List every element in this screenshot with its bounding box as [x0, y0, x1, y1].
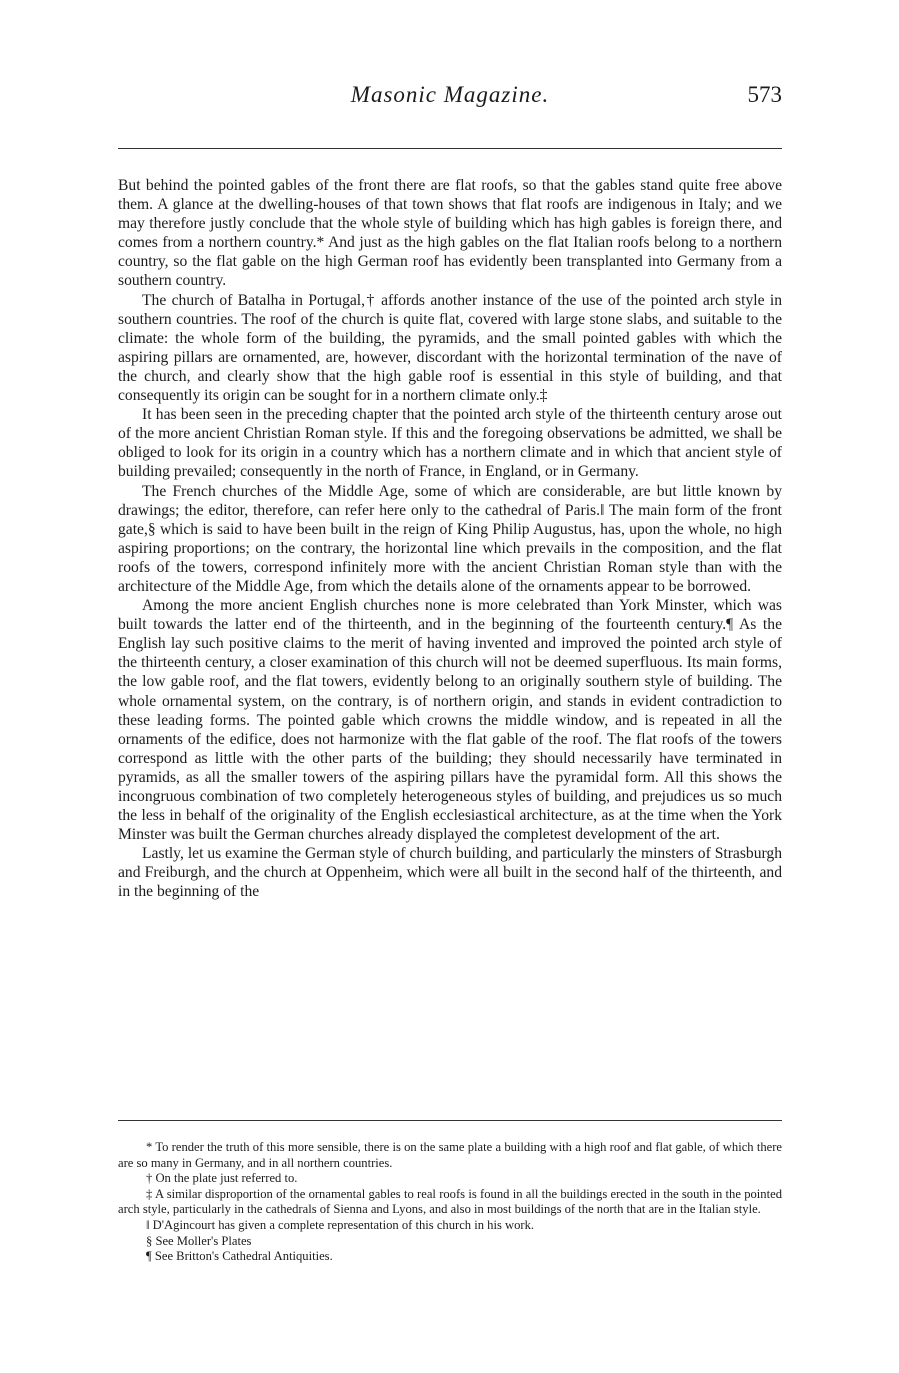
footnote-rule	[118, 1120, 782, 1121]
paragraph-york-minster: Among the more ancient English churches none is more celebrated than York Minster, which was built towards the latter end of the thirteenth, and in the beginning of the fourteenth century.¶ As the English lay such positive claims to the merit of having invented and improved the pointed arch style of the thirteenth century, a closer examination of this church will not be deemed superfluous. Its main forms, the low gable roof, and the flat towers, evidently belong to an originally southern style of building. The whole ornamental system, on the contrary, is of northern origin, and stands in evident contradiction to these leading forms. The pointed gable which crowns the middle window, and is repeated in all the ornaments of the edifice, does not harmonize with the flat gable of the roof. The flat roofs of the towers correspond as little with the other parts of the building; they should necessarily have terminated in pyramids, as all the smaller towers of the aspiring pillars have the pyramidal form. All this shows the incongruous combination of two completely heterogeneous styles of building, and prejudices us so much the less in behalf of the originality of the English ecclesiastical architecture, as at the time when the York Minster was built the German churches already displayed the completest development of the art.	[118, 597, 782, 844]
running-head	[118, 76, 782, 116]
body-text	[118, 176, 782, 902]
paragraph-batalha: The church of Batalha in Portugal,† affords another instance of the use of the pointed arch style in southern countries. The roof of the church is quite flat, covered with large stone slabs, and suitable to the climate: the whole form of the building, the pyramids, and the small pointed gables with which the aspiring pillars are ornamented, are, however, discordant with the horizontal termination of the nave of the church, and clearly show that the high gable roof is essential in this style of building, and that consequently its origin can be sought for in a northern climate only.‡	[118, 291, 782, 405]
paragraph-gables-italy: But behind the pointed gables of the front there are flat roofs, so that the gables stand quite free above them. A glance at the dwelling-houses of that town shows that flat roofs are indigenous in Italy; and we may therefore justly conclude that the whole style of building which has high gables is foreign there, and comes from a northern country.* And just as the high gables on the flat Italian roofs belong to a northern country, so the flat gable on the high German roof has evidently been transplanted into Germany from a southern country.	[118, 177, 782, 290]
footnote-asterisk: * To render the truth of this more sensible, there is on the same plate a building with a high roof and flat gable, of which there are so many in Germany, and in all northern countries.	[118, 1140, 782, 1170]
paragraph-french-churches: The French churches of the Middle Age, some of which are considerable, are but little known by drawings; the editor, therefore, can refer here only to the cathedral of Paris.‖ The main form of the front gate,§ which is said to have been built in the reign of King Philip Augustus, has, upon the whole, no high aspiring proportions; on the contrary, the horizontal line which prevails in the composition, and the flat roofs of the towers, correspond infinitely more with the ancient Christian Roman style than with the architecture of the Middle Age, from which the details alone of the ornaments appear to be borrowed.	[118, 482, 782, 595]
footnotes	[118, 1140, 782, 1265]
header-rule	[118, 148, 782, 149]
paragraph-german-style: Lastly, let us examine the German style of church building, and particularly the minsters of Strasburgh and Freiburgh, and the church at Oppenheim, which were all built in the second half of the thirteenth, and in the beginning of the	[118, 845, 782, 901]
footnote-pilcrow: ¶ See Britton's Cathedral Antiquities.	[146, 1249, 333, 1264]
footnote-dagger: † On the plate just referred to.	[146, 1171, 298, 1186]
footnote-section: § See Moller's Plates	[146, 1233, 252, 1248]
page-number: 573	[747, 82, 782, 107]
footnote-double-dagger: ‡ A similar disproportion of the ornamental gables to real roofs is found in all the buildings erected in the south in the pointed arch style, particularly in the cathedrals of Sienna and Lyons, and also in most buildings of the north that are in the Italian style.	[118, 1186, 782, 1217]
paragraph-origin: It has been seen in the preceding chapter that the pointed arch style of the thirteenth century arose out of the more ancient Christian Roman style. If this and the foregoing observations be admitted, we shall be obliged to look for its origin in a country which has a northern climate and in which that ancient style of building prevailed; consequently in the north of France, in England, or in Germany.	[118, 406, 782, 481]
running-title: Masonic Magazine.	[350, 82, 550, 107]
footnote-parallel: ‖ D'Agincourt has given a complete representation of this church in his work.	[146, 1217, 535, 1232]
